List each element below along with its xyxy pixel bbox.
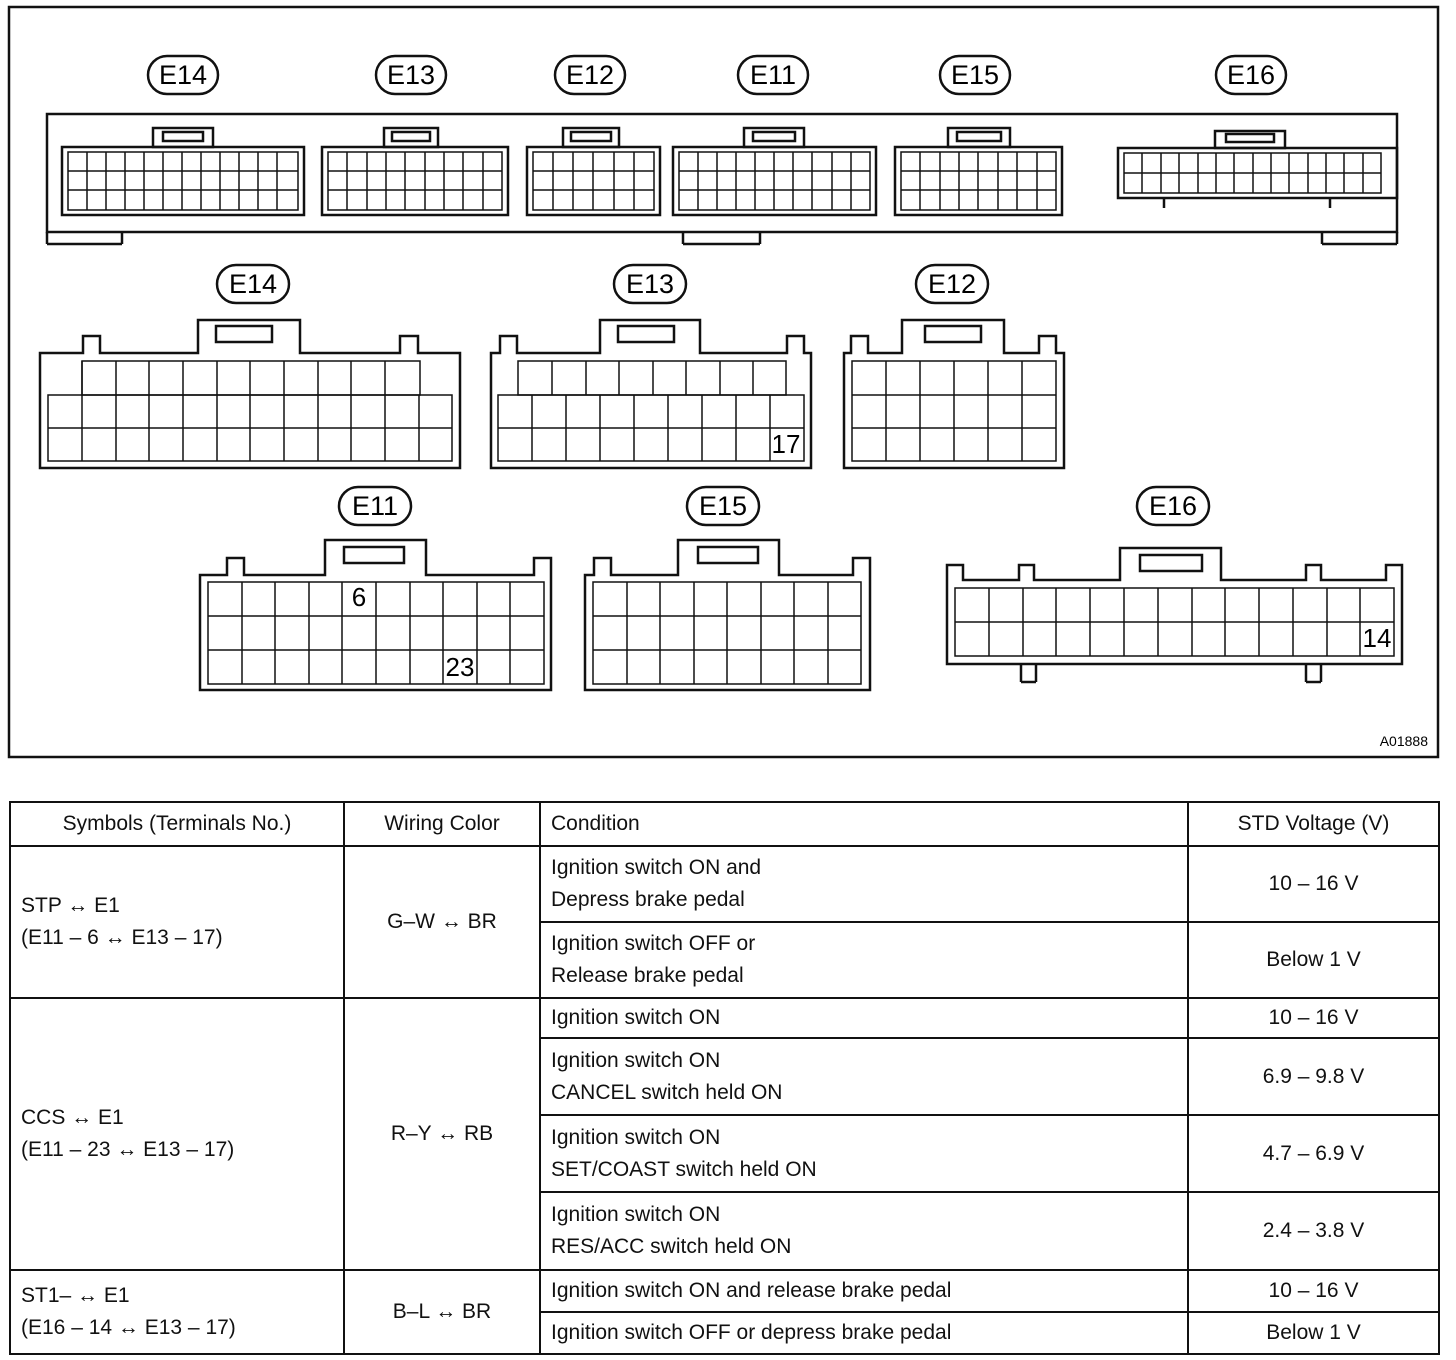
overview-connector-e14 <box>62 128 304 215</box>
table-row <box>10 998 1439 1038</box>
detail-connector-e13 <box>491 320 811 468</box>
overview-label-e11: E11 <box>749 60 797 90</box>
overview-label-e12: E12 <box>565 60 615 90</box>
symbol-cell: STP ↔ E1 (E11 – 6 ↔ E13 – 17) <box>10 846 344 998</box>
overview-connector-e11 <box>673 128 876 215</box>
detail-label-e11: E11 <box>351 491 399 521</box>
condition-cell: Ignition switch ON and Depress brake pedal <box>540 846 1188 922</box>
figure-code: A01888 <box>1379 733 1428 749</box>
symbol-cell: CCS ↔ E1 (E11 – 23 ↔ E13 – 17) <box>10 998 344 1270</box>
overview-connector-e15 <box>895 128 1062 215</box>
overview-label-e15: E15 <box>950 60 1000 90</box>
overview-label-e16: E16 <box>1226 60 1276 90</box>
condition-cell: Ignition switch OFF or depress brake pedal <box>540 1312 1188 1354</box>
voltage-cell: 10 – 16 V <box>1188 998 1439 1038</box>
detail-connector-e11 <box>200 540 551 690</box>
pin-label-e11-6: 6 <box>351 582 367 612</box>
detail-label-e12: E12 <box>927 269 977 299</box>
detail-label-e16: E16 <box>1148 491 1198 521</box>
detail-connector-e16 <box>947 548 1402 682</box>
detail-connector-e14 <box>40 320 460 468</box>
voltage-spec-table <box>9 801 1440 1355</box>
header-std-voltage: STD Voltage (V) <box>1188 802 1439 846</box>
table-header-row <box>10 802 1439 846</box>
pin-label-e16-14: 14 <box>1362 623 1392 653</box>
detail-connector-e12 <box>844 320 1064 468</box>
ecu-overview <box>47 114 1397 244</box>
voltage-cell: 10 – 16 V <box>1188 1270 1439 1312</box>
header-symbols: Symbols (Terminals No.) <box>10 802 344 846</box>
overview-connector-e16 <box>1118 131 1397 208</box>
overview-label-e14: E14 <box>158 60 208 90</box>
wiring-cell: B–L ↔ BR <box>344 1270 540 1354</box>
condition-cell: Ignition switch ON CANCEL switch held ON <box>540 1038 1188 1115</box>
voltage-cell: 2.4 – 3.8 V <box>1188 1192 1439 1270</box>
symbol-cell: ST1– ↔ E1 (E16 – 14 ↔ E13 – 17) <box>10 1270 344 1354</box>
diagram-frame <box>9 7 1438 757</box>
pin-label-e11-23: 23 <box>445 652 475 682</box>
voltage-cell: 6.9 – 9.8 V <box>1188 1038 1439 1115</box>
detail-label-e15: E15 <box>698 491 748 521</box>
table-row <box>10 846 1439 922</box>
detail-label-e13: E13 <box>625 269 675 299</box>
detail-connector-e15 <box>585 540 870 690</box>
condition-cell: Ignition switch ON <box>540 998 1188 1038</box>
table-row <box>10 1270 1439 1312</box>
voltage-cell: 4.7 – 6.9 V <box>1188 1115 1439 1192</box>
overview-connector-e12 <box>527 128 660 215</box>
overview-connector-e13 <box>322 128 508 215</box>
condition-cell: Ignition switch ON and release brake pedal <box>540 1270 1188 1312</box>
voltage-cell: 10 – 16 V <box>1188 846 1439 922</box>
header-wiring-color: Wiring Color <box>344 802 540 846</box>
pin-label-e13-17: 17 <box>771 429 801 459</box>
wiring-cell: G–W ↔ BR <box>344 846 540 998</box>
overview-label-e13: E13 <box>386 60 436 90</box>
overview-labels <box>148 56 1286 94</box>
detail-label-e14: E14 <box>228 269 278 299</box>
header-condition: Condition <box>540 802 1188 846</box>
condition-cell: Ignition switch OFF or Release brake pedal <box>540 922 1188 998</box>
voltage-cell: Below 1 V <box>1188 922 1439 998</box>
wiring-cell: R–Y ↔ RB <box>344 998 540 1270</box>
condition-cell: Ignition switch ON RES/ACC switch held ON <box>540 1192 1188 1270</box>
condition-cell: Ignition switch ON SET/COAST switch held ON <box>540 1115 1188 1192</box>
voltage-cell: Below 1 V <box>1188 1312 1439 1354</box>
